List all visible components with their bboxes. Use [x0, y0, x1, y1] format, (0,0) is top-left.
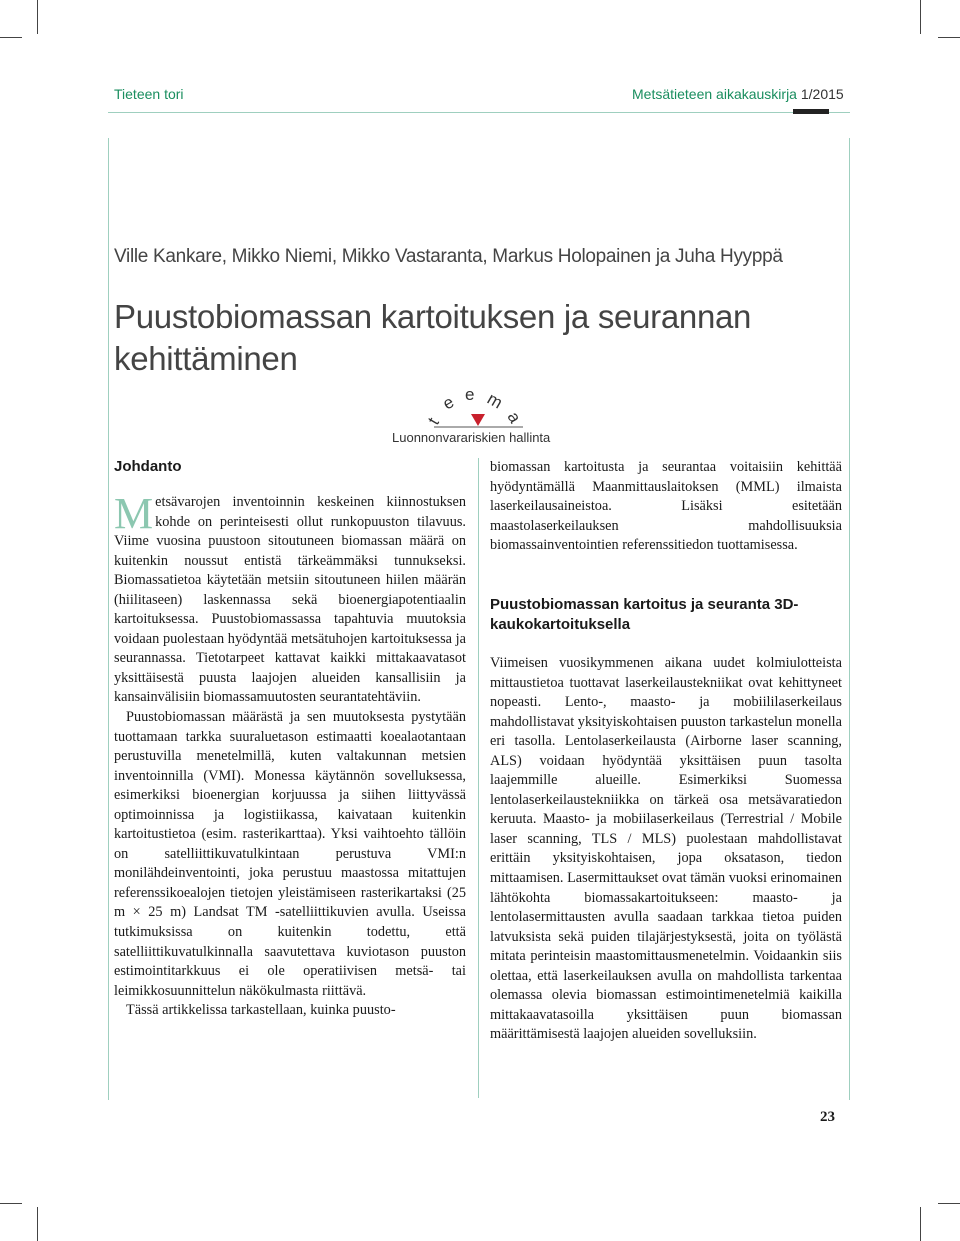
teema-letter: t: [424, 414, 443, 428]
teema-letter: a: [503, 408, 525, 427]
section-heading: Johdanto: [114, 458, 182, 475]
teema-subtitle: Luonnonvarariskien hallinta: [392, 430, 551, 445]
teema-letter: e: [465, 385, 475, 404]
section-heading: Puustobiomassan kartoitus ja seuranta 3D-kaukokartoituksella: [490, 596, 799, 633]
crop-mark: [0, 37, 22, 38]
crop-mark: [920, 1207, 921, 1241]
right-column-text: [490, 654, 842, 1045]
section-label: Tieteen tori: [114, 86, 184, 102]
article-title: Puustobiomassan kartoituksen ja seurannan kehittäminen: [114, 298, 752, 377]
paragraph-text: etsävarojen inventoinnin keskeinen kiinnostuksen kohde on perinteisesti ollut runkopuuston tilavuus. Viime vuosina puustoon sitoutuneen biomassan määrä on kuitenkin noussut entistä tärkeämmäksi tunnukseksi. Biomassatietoa käytetään metsiin sitoutuneen hiilen määrän (hiilitaseen) laskennassa sekä bioenergiapotentiaalin kartoituksessa. Puustobiomassassa tapahtuvia muutoksia voidaan puolestaan hyödyntää metsätuhojen kartoituksessa ja seurannassa. Tietotarpeet kattavat kaikki mittakaavatasot yksittäisestä puusta laajojen alueiden kansallisiin ja kansainvälisiin biomassamuutosten seurantatehtäviin.: [114, 494, 466, 706]
triangle-marker-icon: [471, 414, 485, 426]
crop-mark: [0, 1203, 22, 1204]
teema-logo: [420, 378, 540, 428]
right-column-text: [490, 458, 842, 556]
teema-letter: e: [439, 392, 458, 414]
journal-issue: 1/2015: [800, 86, 844, 102]
paragraph: Puustobiomassan määrästä ja sen muutoksesta pystytään tuottamaan tarkka suuraluetason estimaatti koealaotantaan perustuvilla menetelmillä, kuten valtakunnan metsien inventoinnilla (VMI). Monessa käytännön sovelluksessa, esimerkiksi bioenergian korjuussa ja siihen liittyvässä optimoinnissa ja logistiikassa, kaivataan kuitenkin kartoitustietoa (esim. rasterikarttaa). Yksi vaihtoehto tällöin on satelliittikuvatulkintaan perustuva VMI:n monilähdeinventointi, joka perustuu maastossa mitattujen referenssikoealojen tietojen yleistämiseen rasterikartaksi (25 m × 25 m) Landsat TM -satelliittikuvien avulla. Useissa tutkimuksissa on kuitenkin todettu, että satelliittikuvatulkinnalla saavutettava kuviotason puuston estimointitarkkuus ei ole operatiivisen metsä- tai leimikkosuunnittelun näkökulmasta riittävä.: [114, 709, 466, 999]
crop-mark: [920, 0, 921, 34]
article-authors: Ville Kankare, Mikko Niemi, Mikko Vastaranta, Markus Holopainen ja Juha Hyyppä: [114, 246, 783, 267]
crop-mark: [938, 37, 960, 38]
drop-cap: M: [114, 489, 154, 538]
paragraph: Tässä artikkelissa tarkastellaan, kuinka puusto-: [126, 1002, 396, 1019]
paragraph: [114, 489, 466, 708]
margin-rule: [849, 138, 850, 1100]
left-column-text: [114, 489, 466, 1021]
column-rule: [478, 458, 479, 1098]
crop-mark: [37, 1207, 38, 1241]
journal-name: Metsätieteen aikakauskirja: [632, 86, 797, 102]
crop-mark: [37, 0, 38, 34]
crop-mark: [938, 1203, 960, 1204]
paragraph: biomassan kartoitusta ja seurantaa voitaisiin kehittää hyödyntämällä Maanmittauslaitoksen (MML) ilmaista laserkeilausaineistoa. Lisäksi esitetään maastolaserkeilauksen mahdollisuuksia biomassainventointien referenssitiedon tuottamisessa.: [490, 459, 842, 554]
header-bar: [793, 109, 829, 114]
page-number: 23: [820, 1109, 835, 1125]
journal-reference: [632, 86, 844, 102]
teema-letter: m: [484, 389, 506, 413]
margin-rule: [108, 138, 109, 1100]
header-rule: [108, 112, 850, 113]
paragraph: Viimeisen vuosikymmenen aikana uudet kolmiulotteista mittaustietoa tuottavat laserkeilaustekniikat ovat kehittyneet nopeasti. Lento-, maasto- ja mobiililaserkeilaus mahdollistavat yksityiskohtaisen puuston tarkastelun monella eri tasolla. Lentolaserkeilausta (Airborne laser scanning, ALS) voidaan hyödyntää yksittäisen puun tasolta laajemmille alueille. Esimerkiksi Suomessa lentolaserkeilaustekniikka on tärkeä osa metsävaratiedon keruuta. Maasto- ja mobiilaserkeilaus (Terrestrial / Mobile laser scanning, TLS / MLS) puolestaan mahdollistavat erittäin yksityiskohtaisen, jopa oksatason, tiedon mittaamisen. Lasermittaukset ovat tämän vuoksi erinomainen lähtökohta biomassakartoitukseen: maasto- ja lentolasermittausten avulla saadaan tarkkaa tietoa puiden latvuksista sekä puiden tilajärjestyksestä, joita on työlästä mitata perinteisin maastomittausmenetelmin. Voidaankin siis olettaa, että laserkeilauksen avulla on mahdollista tarkentaa olemassa olevia biomassan estimointimenetelmiä kaikilla mittakaavatasoilla yksittäisen puun biomassan määrittämisestä laajojen alueiden sovelluksiin.: [490, 655, 842, 1043]
